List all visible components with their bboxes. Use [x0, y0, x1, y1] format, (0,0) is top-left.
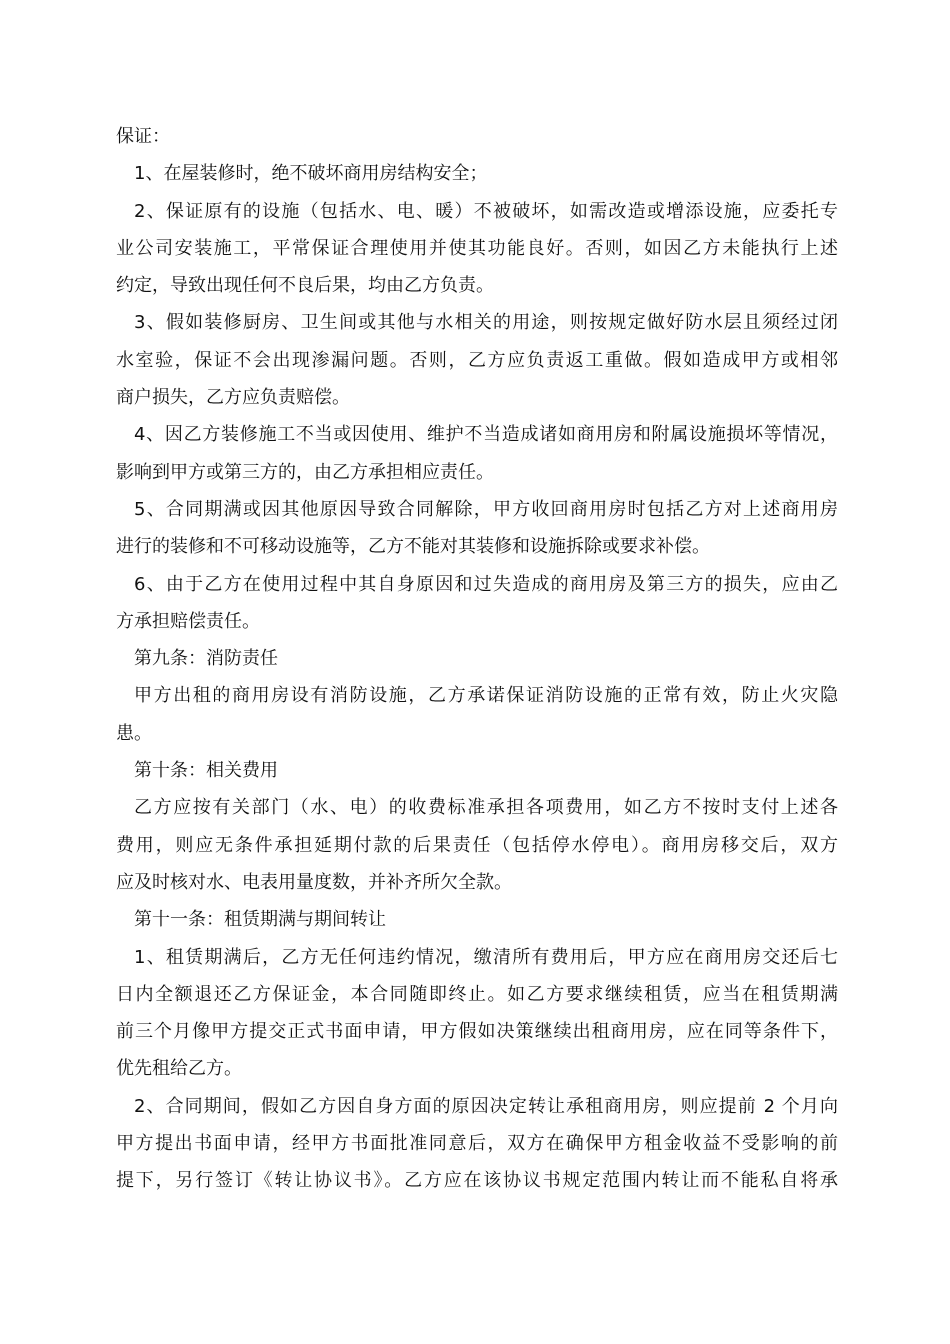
document-text-line: 1、租赁期满后，乙方无任何违约情况，缴清所有费用后，甲方应在商用房交还后七 — [134, 946, 838, 968]
document-text-line: 应及时核对水、电表用量度数，并补齐所欠全款。 — [116, 871, 512, 893]
document-text-line: 业公司安装施工，平常保证合理使用并使其功能良好。否则，如因乙方未能执行上述 — [116, 237, 838, 259]
document-text-line: 甲方提出书面申请，经甲方书面批准同意后，双方在确保甲方租金收益不受影响的前 — [116, 1133, 838, 1155]
document-text-line: 2、合同期间，假如乙方因自身方面的原因决定转让承租商用房，则应提前 2 个月向 — [134, 1095, 838, 1117]
document-text-line: 乙方应按有关部门（水、电）的收费标准承担各项费用，如乙方不按时支付上述各 — [134, 797, 838, 819]
document-text-line: 约定，导致出现任何不良后果，均由乙方负责。 — [116, 275, 494, 297]
document-text-line: 2、保证原有的设施（包括水、电、暖）不被破坏，如需改造或增添设施，应委托专 — [134, 200, 838, 222]
document-text-line: 6、由于乙方在使用过程中其自身原因和过失造成的商用房及第三方的损失，应由乙 — [134, 573, 838, 595]
document-text-line: 3、假如装修厨房、卫生间或其他与水相关的用途，则按规定做好防水层且须经过闭 — [134, 312, 838, 334]
document-text-line: 患。 — [116, 722, 152, 744]
document-text-line: 1、在屋装修时，绝不破坏商用房结构安全； — [134, 163, 488, 185]
document-text-line: 方承担赔偿责任。 — [116, 610, 260, 632]
document-text-line: 保证： — [116, 126, 170, 147]
document-text-line: 前三个月像甲方提交正式书面申请，甲方假如决策继续出租商用房，应在同等条件下， — [116, 1021, 838, 1043]
document-text-line: 优先租给乙方。 — [116, 1058, 242, 1080]
document-text-line: 日内全额退还乙方保证金，本合同随即终止。如乙方要求继续租赁，应当在租赁期满 — [116, 983, 838, 1005]
document-text-line: 5、合同期满或因其他原因导致合同解除，甲方收回商用房时包括乙方对上述商用房 — [134, 498, 838, 520]
document-text-line: 第十条：相关费用 — [134, 760, 278, 782]
document-text-line: 甲方出租的商用房设有消防设施，乙方承诺保证消防设施的正常有效，防止火灾隐 — [134, 685, 838, 707]
document-text-line: 4、因乙方装修施工不当或因使用、维护不当造成诸如商用房和附属设施损坏等情况， — [134, 424, 838, 446]
document-text-line: 第九条：消防责任 — [134, 648, 278, 670]
document-text-line: 提下，另行签订《转让协议书》。乙方应在该协议书规定范围内转让而不能私自将承 — [116, 1170, 838, 1192]
document-text-line: 第十一条：租赁期满与期间转让 — [134, 909, 386, 931]
document-text-line: 费用，则应无条件承担延期付款的后果责任（包括停水停电）。商用房移交后，双方 — [116, 834, 838, 856]
document-text-line: 影响到甲方或第三方的，由乙方承担相应责任。 — [116, 461, 494, 483]
document-text-line: 水室验，保证不会出现渗漏问题。否则，乙方应负责返工重做。假如造成甲方或相邻 — [116, 349, 838, 371]
document-text-line: 商户损失，乙方应负责赔偿。 — [116, 387, 350, 409]
document-text-line: 进行的装修和不可移动设施等，乙方不能对其装修和设施拆除或要求补偿。 — [116, 536, 710, 558]
document-page — [116, 118, 838, 1200]
